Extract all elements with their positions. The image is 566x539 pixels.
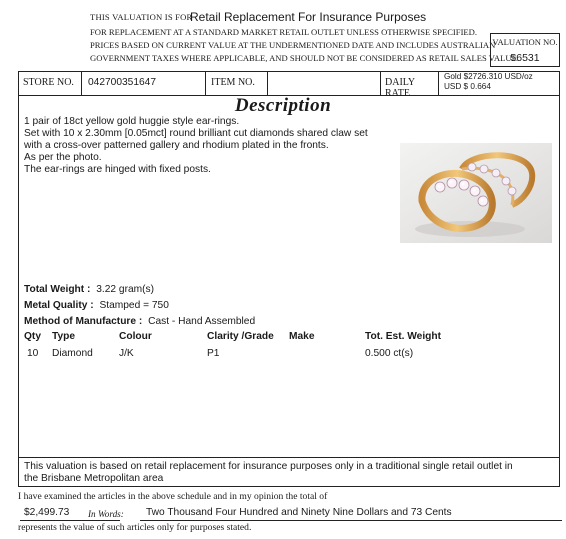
metal-quality-value: Stamped = 750	[99, 300, 169, 311]
valuation-number: 56531	[510, 52, 540, 64]
description-line: As per the photo.	[24, 152, 102, 163]
in-words-label: In Words:	[88, 509, 124, 519]
amount-underline	[20, 520, 120, 521]
col-header-qty: Qty	[24, 331, 41, 342]
daily-rate-label-cell	[381, 71, 439, 99]
total-amount: $2,499.73	[24, 507, 70, 518]
metal-quality	[24, 300, 169, 311]
valuation-number-box	[490, 33, 560, 67]
stone-weight: 0.500 ct(s)	[365, 348, 414, 359]
method-of-manufacture	[24, 316, 255, 327]
stone-type: Diamond	[52, 348, 93, 359]
represents-statement: represents the value of such articles only for purposes stated.	[18, 522, 252, 533]
col-header-colour: Colour	[119, 331, 152, 342]
amount-in-words: Two Thousand Four Hundred and Ninety Nine Dollars and 73 Cents	[146, 507, 452, 518]
header-line-2: FOR REPLACEMENT AT A STANDARD MARKET RETAIL OUTLET UNLESS OTHERWISE SPECIFIED.	[90, 27, 478, 37]
header-line-4: GOVERNMENT TAXES WHERE APPLICABLE, AND SHOULD NOT BE CONSIDERED AS RETAIL SALES VALUE.	[90, 53, 519, 63]
store-no-value: 042700351647	[88, 77, 156, 88]
metal-quality-label: Metal Quality :	[24, 300, 94, 311]
total-weight	[24, 284, 154, 295]
gold-rate: Gold $2726.310 USD/oz	[444, 72, 533, 81]
store-no-label: STORE NO.	[23, 77, 74, 88]
total-weight-label: Total Weight :	[24, 284, 91, 295]
item-no-label: ITEM NO.	[211, 77, 255, 88]
disclaimer-line-1: This valuation is based on retail replacement for insurance purposes only in a traditional single retail outlet in	[24, 461, 513, 472]
usd-rate: USD $ 0.664	[444, 82, 491, 91]
stone-colour: J/K	[119, 348, 134, 359]
stone-qty: 10	[27, 348, 39, 359]
col-header-make: Make	[289, 331, 315, 342]
valuation-purpose: Retail Replacement For Insurance Purposes	[190, 10, 427, 24]
method-value: Cast - Hand Assembled	[148, 316, 256, 327]
col-header-weight: Tot. Est. Weight	[365, 331, 442, 342]
method-label: Method of Manufacture :	[24, 316, 143, 327]
header-line-3: PRICES BASED ON CURRENT VALUE AT THE UNDERMENTIONED DATE AND INCLUDES AUSTRALIAN	[90, 40, 496, 50]
col-header-type: Type	[52, 331, 76, 342]
description-line: The ear-rings are hinged with fixed posts.	[24, 164, 211, 175]
daily-rate-value-cell	[439, 71, 560, 95]
daily-rate-label: DAILY RATE	[385, 77, 415, 99]
earrings-photo	[400, 143, 552, 243]
item-no-label-cell	[206, 71, 268, 95]
examined-statement: I have examined the articles in the above schedule and in my opinion the total of	[18, 491, 328, 502]
words-underline	[140, 520, 562, 521]
total-weight-value: 3.22 gram(s)	[96, 284, 154, 295]
valuation-number-label: VALUATION NO.	[492, 37, 558, 47]
col-header-clarity: Clarity /Grade	[207, 331, 274, 342]
disclaimer-divider	[18, 457, 560, 458]
store-no-label-cell	[18, 71, 82, 95]
description-line: Set with 10 x 2.30mm [0.05mct] round brilliant cut diamonds shared claw set	[24, 128, 368, 139]
item-no-value-cell	[268, 71, 381, 95]
disclaimer-line-2: the Brisbane Metropolitan area	[24, 473, 164, 484]
description-line: with a cross-over patterned gallery and rhodium plated in the fronts.	[24, 140, 329, 151]
description-title: Description	[234, 95, 332, 116]
store-no-value-cell	[82, 71, 206, 95]
stone-clarity: P1	[207, 348, 220, 359]
description-line: 1 pair of 18ct yellow gold huggie style ear-rings.	[24, 116, 240, 127]
store-item-row	[18, 71, 560, 99]
header-lead: THIS VALUATION IS FOR	[90, 12, 193, 22]
